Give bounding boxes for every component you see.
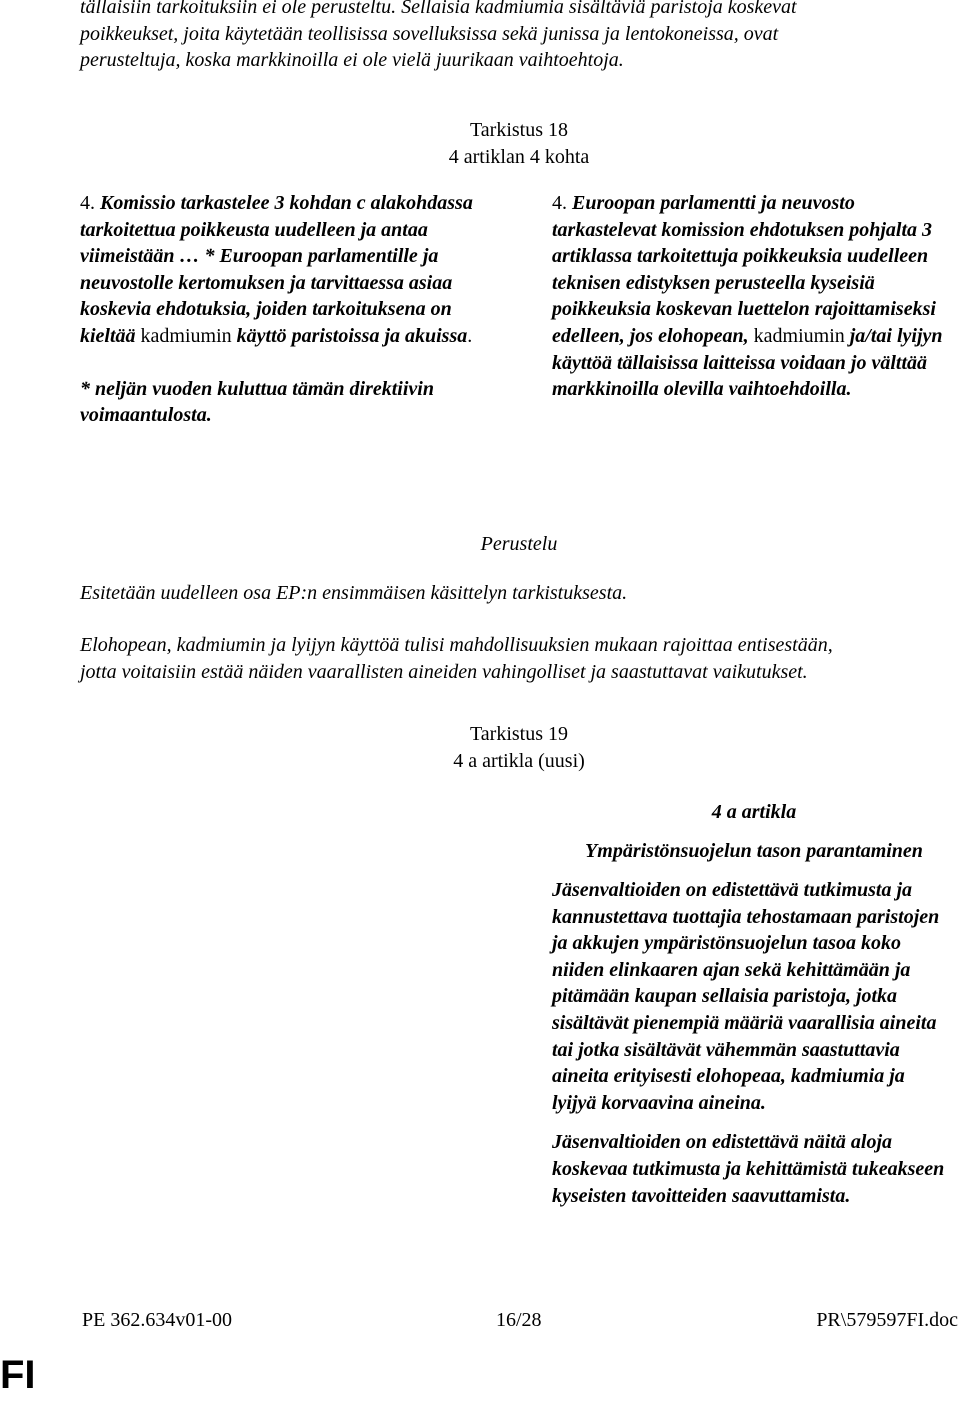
- commission-text-bold-1: Komissio tarkastelee 3 kohdan c alakohdassa tarkoitettua poikkeusta uudelleen ja antaa viimeistään … * Euroopan parlamentille ja neuvostolle kertomuksen ja tarvittaessa asiaa koskevia ehdotuksia, joiden tarkoituksena on kieltää: [80, 192, 473, 347]
- amendment-19-heading: [0, 721, 960, 774]
- amendment-text-bold-2: ja/tai lyijyn käyttöä tällaisissa laitteissa voidaan jo välttää markkinoilla olevilla vaihtoehdoilla.: [552, 324, 943, 401]
- new-article-title: Ympäristönsuojelun tason parantaminen: [585, 840, 923, 862]
- footer-doc-ref: PE 362.634v01-00: [82, 1309, 232, 1331]
- justification-paragraph-2: [80, 632, 950, 685]
- new-article-paragraph-1: Jäsenvaltioiden on edistettävä tutkimusta ja kannustettava tuottajia tehostamaan paristojen ja akkujen ympäristönsuojelun tasoa koko niiden elinkaaren ajan sekä kehittämään ja pitämään kaupan sellaisia paristoja, jotka sisältävät pienempiä määriä vaarallisia aineita tai jotka sisältävät vähemmän saastuttavia aineita erityisesti elohopeaa, kadmiumia ja lyijyä korvaavina aineina.: [552, 879, 940, 1114]
- amendment-19-title: Tarkistus 19: [469, 723, 569, 745]
- commission-text-end: .: [467, 324, 473, 347]
- amendment-text-paragraph: [552, 190, 960, 403]
- commission-text-column: [80, 190, 490, 429]
- justification-paragraph-1: Esitetään uudelleen osa EP:n ensimmäisen käsittelyn tarkistuksesta.: [80, 582, 628, 604]
- intro-line-2: poikkeukset, joita käytetään teollisissa sovelluksissa sekä junissa ja lentokoneissa, ovat: [80, 22, 779, 45]
- amendment-text-bold-1: Euroopan parlamentti ja neuvosto tarkastelevat komission ehdotuksen pohjalta 3 artiklassa tarkoitettuja poikkeuksia uudelleen teknisen edistyksen perusteella kyseisiä poikkeuksia koskevan luettelon rajoittamiseksi edelleen, jos elohopean,: [552, 192, 936, 347]
- amendment-18-subtitle: 4 artiklan 4 kohta: [448, 145, 590, 168]
- intro-line-1: tällaisiin tarkoituksiin ei ole perusteltu. Sellaisia kadmiumia sisältäviä paristoja koskevat: [80, 0, 797, 18]
- justification-line-1: Elohopean, kadmiumin ja lyijyn käyttöä tulisi mahdollisuuksien mukaan rajoittaa entisestään,: [80, 634, 833, 656]
- new-article-paragraph-2: Jäsenvaltioiden on edistettävä näitä aloja koskevaa tutkimusta ja kehittämistä tukeakseen kyseisten tavoitteiden saavuttamista.: [552, 1131, 945, 1207]
- new-article-heading: 4 a artikla: [711, 801, 797, 823]
- new-article-body: [552, 877, 948, 1209]
- footer-language-code: FI: [0, 1353, 36, 1397]
- commission-footnote: * neljän vuoden kuluttua tämän direktiivin voimaantulosta.: [80, 377, 434, 427]
- commission-text-paragraph: [80, 190, 490, 350]
- intro-paragraph: [80, 0, 940, 74]
- amendment-item-number: 4.: [552, 192, 572, 214]
- footer-file-name: PR\579597FI.doc: [816, 1309, 958, 1331]
- amendment-18-title: Tarkistus 18: [469, 119, 569, 141]
- amendment-19-subtitle: 4 a artikla (uusi): [453, 749, 585, 772]
- amendment-text-column: [552, 190, 960, 403]
- commission-item-number: 4.: [80, 192, 100, 214]
- justification-line-2: jotta voitaisiin estää näiden vaarallisten aineiden vahingolliset ja saastuttavat vaikutukset.: [80, 660, 808, 683]
- justification-heading: Perustelu: [480, 533, 558, 555]
- amendment-text-normal: kadmiumin: [748, 324, 850, 347]
- amendment-18-heading: [0, 117, 960, 170]
- commission-text-bold-2: käyttö paristoissa ja akuissa: [236, 324, 468, 347]
- intro-line-3: perusteltuja, koska markkinoilla ei ole vielä juurikaan vaihtoehtoja.: [80, 49, 624, 72]
- commission-text-normal: kadmiumin: [135, 324, 237, 347]
- footer-page-number: 16/28: [496, 1309, 542, 1331]
